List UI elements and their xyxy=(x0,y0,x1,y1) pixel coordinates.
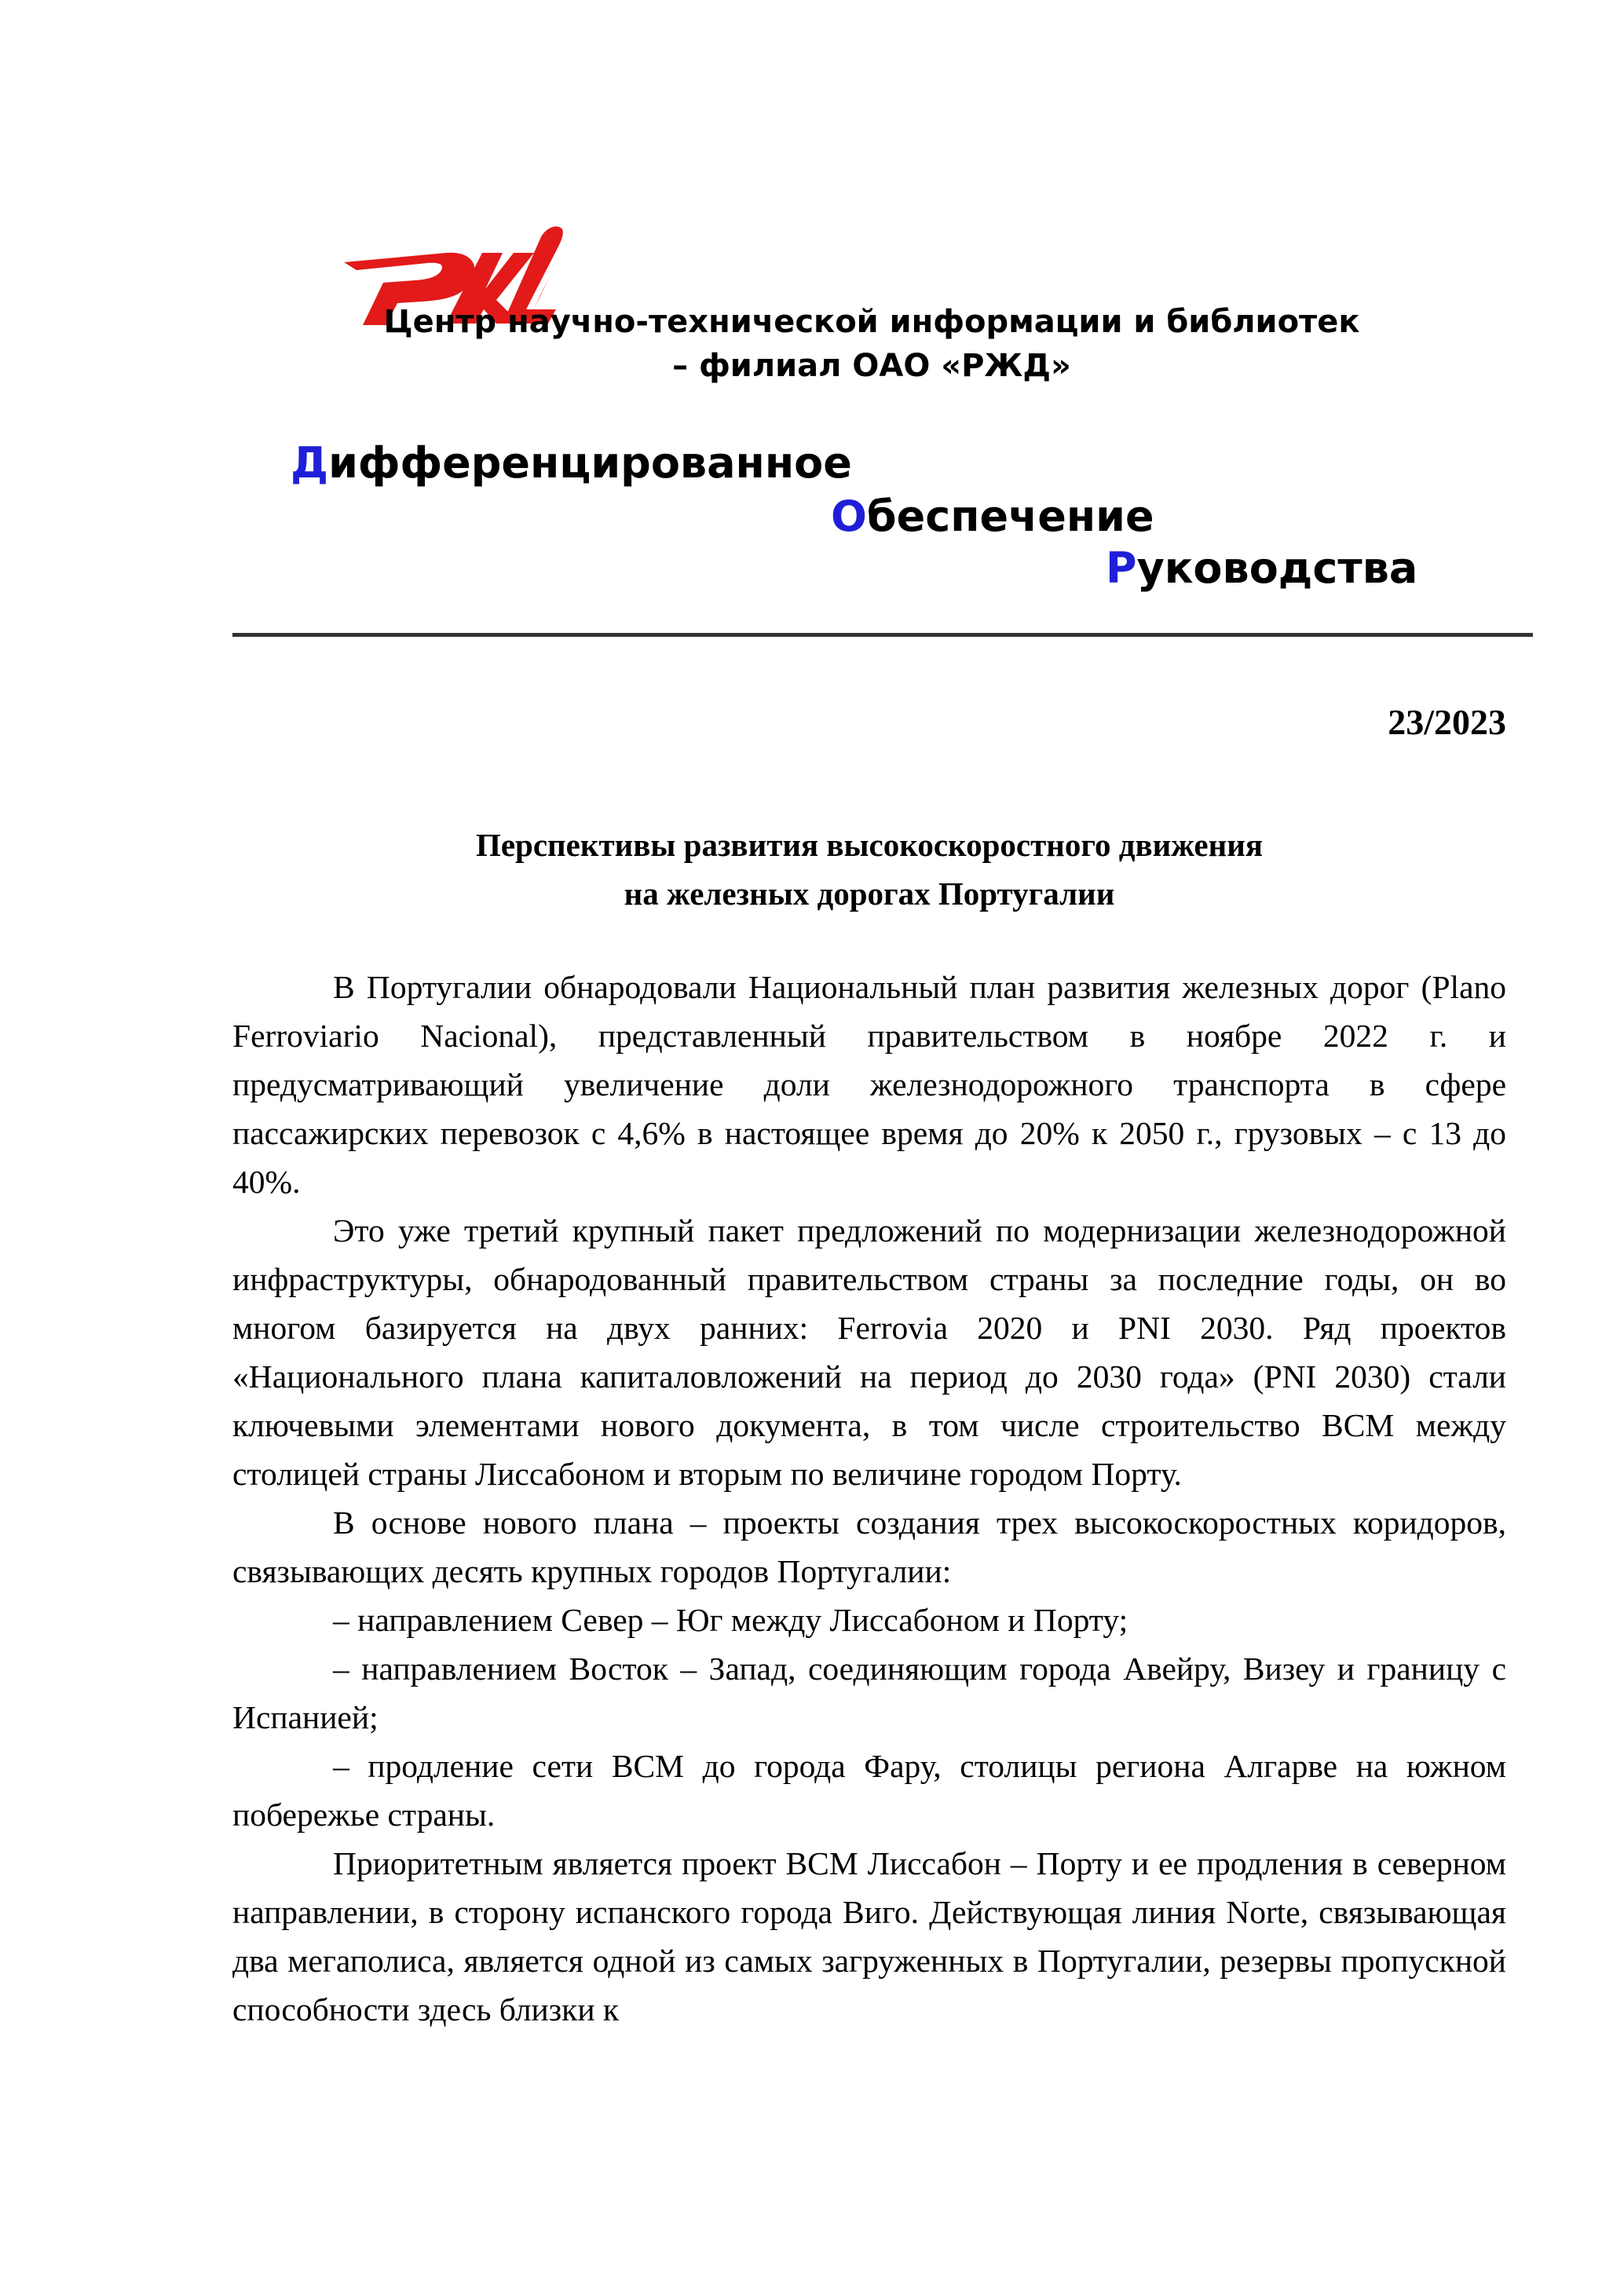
list-item: – направлением Восток – Запад, соединяющим города Авейру, Визеу и границу с Испанией; xyxy=(232,1651,1506,1735)
list-item: – продление сети ВСМ до города Фару, столицы региона Алгарве на южном побережье страны. xyxy=(232,1748,1506,1833)
organization-name: Центр научно-технической информации и библиотек xyxy=(383,304,1360,340)
list-item: – направлением Север – Юг между Лиссабоном и Порту; xyxy=(333,1602,1128,1638)
series-title-word-2 xyxy=(831,490,1154,543)
series-title-initial-1: Д xyxy=(291,438,329,488)
series-title-rest-2: беспечение xyxy=(866,492,1154,541)
article-body xyxy=(232,963,1506,2034)
header-divider xyxy=(232,633,1533,637)
series-title-initial-3: Р xyxy=(1106,543,1137,593)
series-title-word-3 xyxy=(1106,542,1417,595)
paragraph: В Португалии обнародовали Национальный план развития железных дорог (Plano Ferroviario Nacional), представленный правительством в ноябре 2022 г. и предусматривающий увеличение доли железнодорожного транспорта в сфере пассажирских перевозок с 4,6% в настоящее время до 20% к 2050 г., грузовых – с 13 до 40%. xyxy=(232,969,1506,1200)
paragraph: Приоритетным является проект ВСМ Лиссабон – Порту и ее продления в северном направлении, в сторону испанского города Виго. Действующая линия Norte, связывающая два мегаполиса, является одной из самых загруженных в Португалии, резервы пропускной способности здесь близки к xyxy=(232,1845,1506,2027)
organization-branch: – филиал ОАО «РЖД» xyxy=(672,348,1071,384)
paragraph: В основе нового плана – проекты создания трех высокоскоростных коридоров, связывающих десять крупных городов Португалии: xyxy=(232,1504,1506,1589)
article-title-line-2: на железных дорогах Португалии xyxy=(624,876,1115,912)
paragraph: Это уже третий крупный пакет предложений по модернизации железнодорожной инфраструктуры, обнародованный правительством страны за последние годы, он во многом базируется на двух ранних: Ferrovia 2020 и PNI 2030. Ряд проектов «Национального плана капиталовложений на период до 2030 года» (PNI 2030) стали ключевыми элементами нового документа, в том числе строительство ВСМ между столицей страны Лиссабоном и вторым по величине городом Порту. xyxy=(232,1212,1506,1492)
series-title-initial-2: О xyxy=(831,492,867,541)
article-title-line-1: Перспективы развития высокоскоростного движения xyxy=(475,827,1264,863)
series-title-rest-1: ифференцированное xyxy=(328,438,852,488)
series-title-rest-3: уководства xyxy=(1136,543,1418,593)
issue-number: 23/2023 xyxy=(1388,702,1506,742)
series-title-word-1 xyxy=(291,437,852,490)
